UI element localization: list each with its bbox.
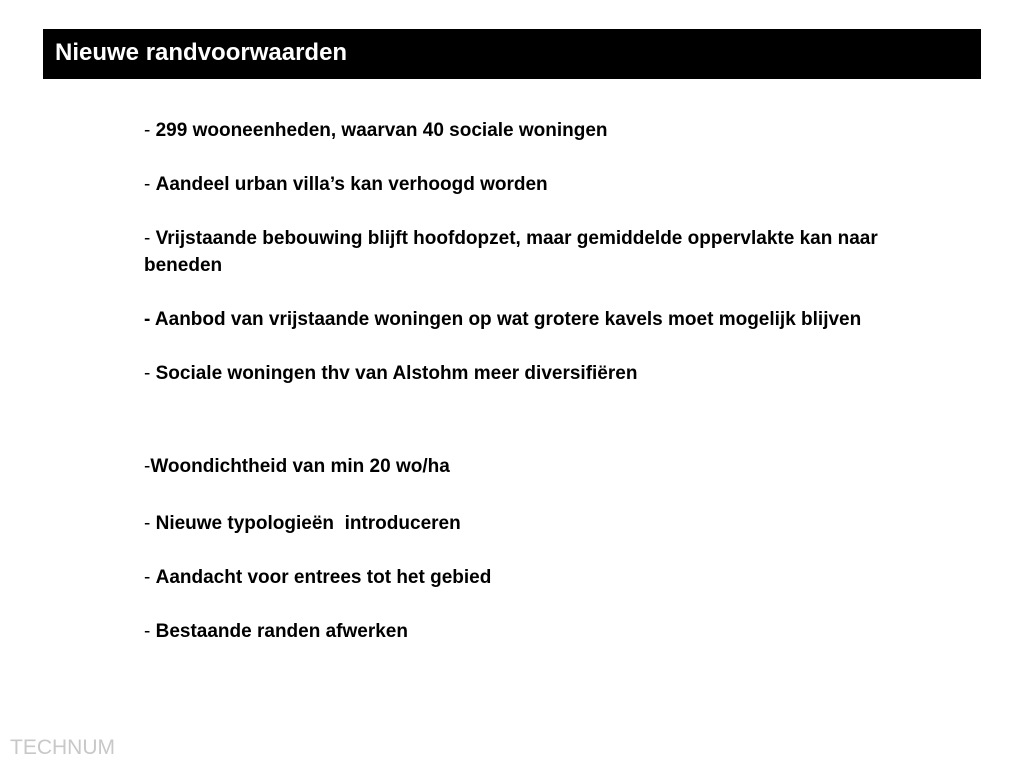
- list-item: [144, 171, 934, 198]
- list-item: [144, 510, 934, 537]
- list-item-text: Sociale woningen thv van Alstohm meer diversifiëren: [155, 363, 638, 384]
- list-item-text: - Aanbod van vrijstaande woningen op wat grotere kavels moet mogelijk blijven: [144, 309, 862, 330]
- list-item: [144, 564, 934, 591]
- bullet-dash: -: [144, 456, 151, 477]
- bullet-dash: -: [144, 363, 156, 384]
- title-bar: [43, 29, 981, 79]
- list-item: [144, 453, 934, 480]
- list-item: [144, 117, 934, 144]
- bullet-dash: -: [144, 174, 156, 195]
- slide-title: Nieuwe randvoorwaarden: [55, 39, 348, 66]
- list-item: [144, 225, 934, 279]
- bullet-list: [144, 117, 934, 645]
- list-item: [144, 618, 934, 645]
- bullet-dash: -: [144, 513, 156, 534]
- bullet-dash: -: [144, 567, 156, 588]
- footer-brand: TECHNUM: [10, 736, 115, 759]
- list-item-text: Nieuwe typologieën introduceren: [155, 513, 461, 534]
- list-item-text: Vrijstaande bebouwing blijft hoofdopzet, maar gemiddelde oppervlakte kan naar beneden: [144, 228, 878, 276]
- bullet-dash: -: [144, 228, 156, 249]
- bullet-dash: -: [144, 120, 156, 141]
- list-item-text: Aandeel urban villa’s kan verhoogd worden: [155, 174, 548, 195]
- list-item-text: 299 wooneenheden, waarvan 40 sociale woningen: [155, 120, 608, 141]
- list-item-text: Woondichtheid van min 20 wo/ha: [150, 456, 450, 477]
- list-item-text: Aandacht voor entrees tot het gebied: [155, 567, 492, 588]
- list-item: [144, 306, 934, 333]
- list-item-text: Bestaande randen afwerken: [155, 621, 408, 642]
- list-item: [144, 360, 934, 387]
- bullet-dash: -: [144, 621, 156, 642]
